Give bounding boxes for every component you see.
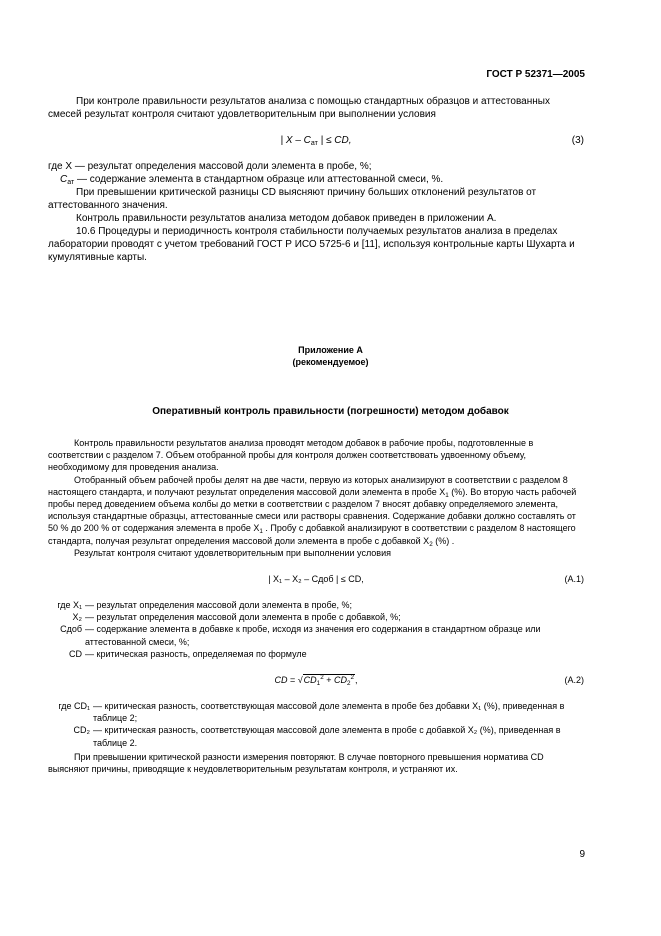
paragraph: 10.6 Процедуры и периодичность контроля стабильности получаемых результатов анализа в пределах лаборатории проводят с учетом требований ГОСТ Р ИСО 5725-6 и [11], используя контрольные карты Шухарта и кумулятивные карты. [48, 226, 575, 263]
definition-list [48, 599, 584, 660]
paragraph: Контроль правильности результатов анализа методом добавок приведен в приложении А. [76, 213, 497, 224]
equation-3 [48, 134, 584, 147]
definition-row: X₂ — результат определения массовой доли элемента в пробе с добавкой, %; [72, 612, 401, 623]
appendix-heading: Оперативный контроль правильности (погрешности) методом добавок [152, 406, 509, 417]
equation-3-formula: | X – $C_{ат}$ | ≤ CD, [280, 135, 352, 147]
equation-a1-formula: | X₁ – X₂ – Cдоб | ≤ CD, [268, 574, 364, 585]
paragraph: Контроль правильности результатов анализа проводят методом добавок в рабочие пробы, подготовленные в соответствии с разделом 7. Объем отобранной пробы для контроля должен соответствовать удвоенному объему, необходимому для проведения анализа. [48, 438, 534, 473]
paragraph: При превышении критической разности измерения повторяют. В случае повторного превышения норматива CD выясняют причины, приводящие к неудовлетворительным результатам контроля, и устраняют их. [48, 751, 544, 775]
page-number: 9 [579, 849, 585, 860]
definition-row: где CD₁ — критическая разность, соответствующая массовой доле элемента в пробе без добавки X₁ (%), приведенная в таблице 2; [58, 701, 565, 724]
equation-a2-formula: CD = $√CD_1^2 + CD_2^2$, [274, 674, 358, 688]
equation-a1-number: (А.1) [564, 574, 584, 585]
equation-a1 [48, 573, 584, 586]
paragraph: Результат контроля считают удовлетворительным при выполнении условия [74, 547, 391, 558]
definition-x: где X — результат определения массовой доли элемента в пробе, %; [48, 161, 372, 172]
definition-row: Cдоб — содержание элемента в добавке к пробе, исходя из значения его содержания в стандартном образце или аттестованной смеси, %; [60, 624, 541, 647]
equation-3-number: (3) [571, 135, 584, 146]
appendix-body [48, 437, 584, 775]
definition-row: где X₁ — результат определения массовой доли элемента в пробе, %; [57, 600, 353, 611]
appendix-status: (рекомендуемое) [292, 357, 369, 367]
top-section [48, 95, 584, 264]
definition-cat: $C_{ат}$ — содержание элемента в стандартном образце или аттестованной смеси, %. [60, 174, 444, 186]
paragraph: Отобранный объем рабочей пробы делят на две части, первую из которых анализируют в соответствии с разделом 8 настоящего стандарта, и получают результат определения массовой доли элемента в пробе $X_1$ (%). Во вторую часть рабочей пробы перед доведением объема колбы до метки в соответствии с разделом 7 вносят добавку определяемого элемента, используя стандартные образцы, аттестованные смеси или растворы сравнения. Содержание добавки должно составлять от 50 % до 200 % от содержания элемента в пробе $X_1$ . Пробу с добавкой анализируют в соответствии с разделом 8 настоящего стандарта, получая результат определения массовой доли элемента в пробе с добавкой $X_2$ (%) . [48, 474, 577, 548]
definition-row: CD — критическая разность, определяемая по формуле [69, 648, 307, 659]
document-id: ГОСТ Р 52371—2005 [486, 69, 585, 80]
paragraph: При превышении критической разницы CD выясняют причину больших отклонений результатов от аттестованного значения. [48, 187, 537, 211]
equation-a2-number: (А.2) [564, 675, 584, 686]
definition-list-2 [48, 700, 584, 749]
equation-a2 [48, 674, 584, 690]
appendix-title: Приложение А [298, 345, 363, 355]
paragraph: При контроле правильности результатов анализа с помощью стандартных образцов и аттестованных смесей результат контроля считают удовлетворительным при выполнении условия [48, 96, 550, 120]
definition-row: CD₂ — критическая разность, соответствующая массовой доле элемента в пробе с добавкой X₂ (%), приведенная в таблице 2. [73, 725, 561, 748]
